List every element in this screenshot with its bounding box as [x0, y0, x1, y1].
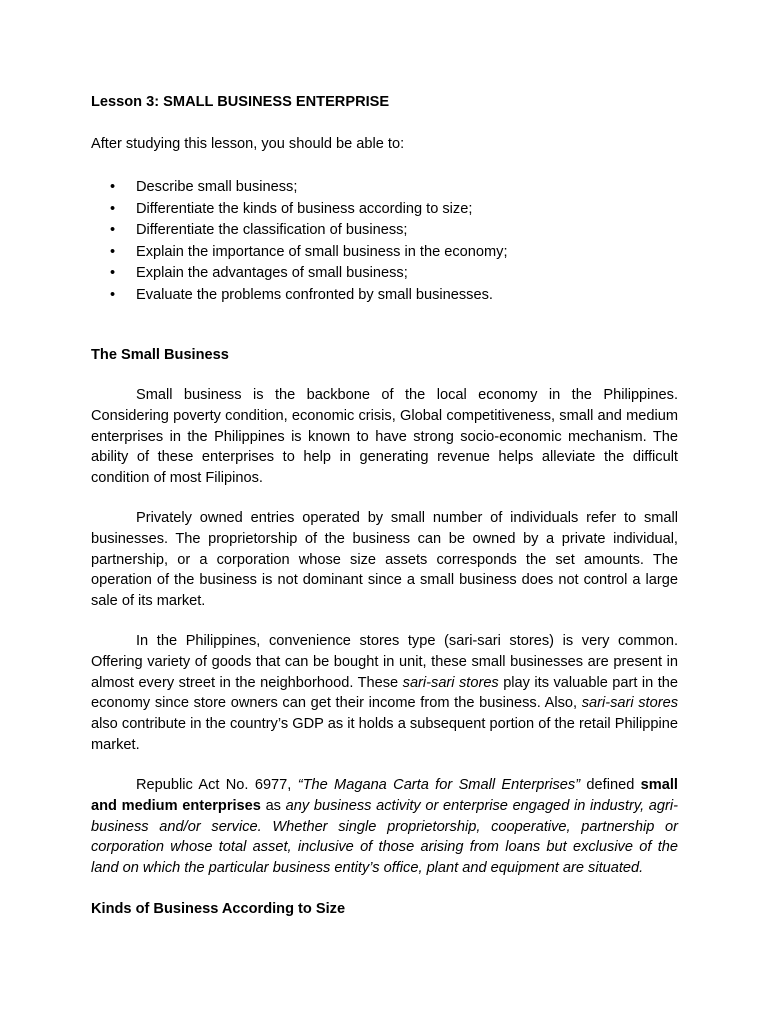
intro-text: After studying this lesson, you should be able to:	[91, 136, 405, 152]
section-heading-kinds-of-business: Kinds of Business According to Size	[91, 901, 346, 917]
list-item	[91, 220, 691, 242]
list-item	[91, 177, 691, 199]
objective-text: Differentiate the kinds of business according to size;	[136, 200, 473, 217]
objective-text: Differentiate the classification of business;	[136, 222, 408, 239]
objective-text: Describe small business;	[136, 179, 298, 195]
paragraph-republic-act: Republic Act No. 6977, “The Magana Carta for Small Enterprises” defined small and medium enterprises as any business activity or enterprise engaged in industry, agri-business and/or service. Whether single proprietorship, cooperative, partnership or corporation whose total asset, inclusive of those arising from loans but exclusive of the land on which the particular business entity’s office, plant and equipment are situated.	[91, 777, 678, 877]
list-item	[91, 242, 691, 264]
list-item	[91, 263, 691, 285]
paragraph-backbone: Small business is the backbone of the local economy in the Philippines. Considering poverty condition, economic crisis, Global competitiveness, small and medium enterprises in the Philippines is known to have strong socio-economic mechanism. The ability of these enterprises to help in generating revenue helps alleviate the difficult condition of most Filipinos.	[91, 387, 678, 487]
paragraph-sari-sari: In the Philippines, convenience stores type (sari-sari stores) is very common. Offering variety of goods that can be bought in unit, these small businesses are present in almost every street in the neighborhood. These sari-sari stores play its valuable part in the economy since store owners can get their income from the business. Also, sari-sari stores also contribute in the country’s GDP as it holds a subsequent portion of the retail Philippine market.	[91, 633, 678, 753]
bullet-icon: •	[110, 200, 116, 217]
list-item	[91, 199, 691, 221]
section-heading-small-business: The Small Business	[91, 347, 229, 363]
lesson-title: Lesson 3: SMALL BUSINESS ENTERPRISE	[91, 94, 390, 110]
bullet-icon: •	[110, 179, 116, 195]
bullet-icon: •	[110, 222, 116, 239]
bullet-icon: •	[110, 265, 116, 282]
objectives-list	[91, 177, 691, 307]
bullet-icon: •	[110, 286, 116, 303]
objective-text: Explain the advantages of small business;	[136, 265, 408, 282]
paragraph-privately-owned: Privately owned entries operated by small number of individuals refer to small businesses. The proprietorship of the business can be owned by a private individual, partnership, or a corporation whose size assets corresponds the set amounts. The operation of the business is not dominant since a small business does not control a large sale of its market.	[91, 510, 678, 610]
list-item	[91, 285, 691, 307]
bullet-icon: •	[110, 243, 116, 260]
objective-text: Evaluate the problems confronted by small businesses.	[136, 286, 493, 303]
objective-text: Explain the importance of small business in the economy;	[136, 243, 508, 260]
